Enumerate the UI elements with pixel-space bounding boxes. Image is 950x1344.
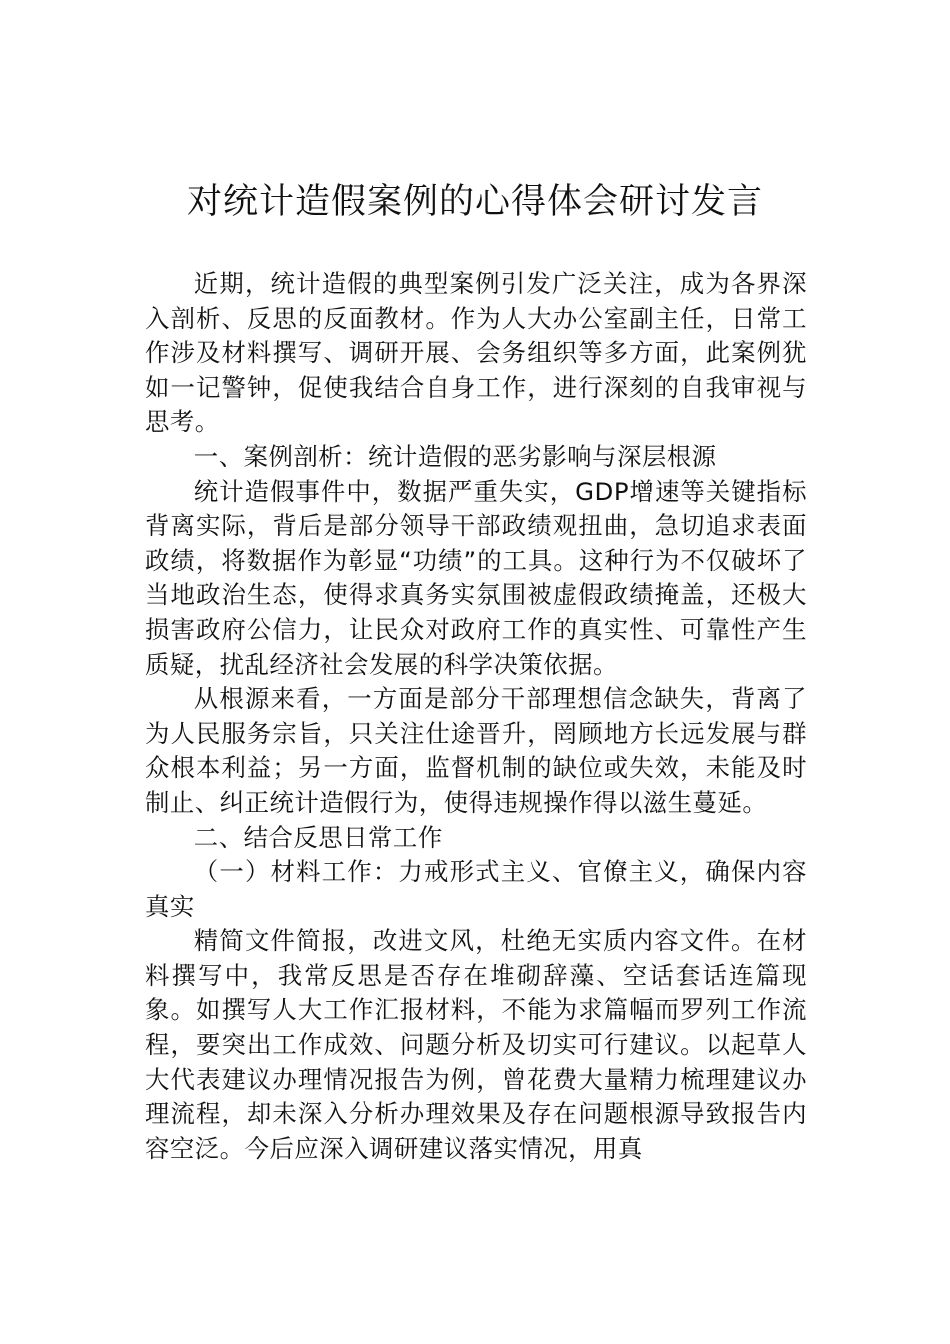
- heading-section-1: 一、案例剖析：统计造假的恶劣影响与深层根源: [193, 441, 717, 471]
- paragraph-material-work: 精简文件简报，改进文风，杜绝无实质内容文件。在材料撰写中，我常反思是否存在堆砌辞藻、空话套话连篇现象。如撰写人大工作汇报材料，不能为求篇幅而罗列工作流程，要突出工作成效、问题分析及切实可行建议。以起草人大代表建议办理情况报告为例，曾花费大量精力梳理建议办理流程，却未深入分析办理效果及存在问题根源导致报告内容空泛。今后应深入调研建议落实情况，用真: [145, 926, 807, 1163]
- heading-section-2: 二、结合反思日常工作: [193, 822, 443, 852]
- paragraph-impact: 统计造假事件中，数据严重失实，GDP增速等关键指标背离实际，背后是部分领导干部政绩观扭曲，急切追求表面政绩，将数据作为彰显“功绩”的工具。这种行为不仅破坏了当地政治生态，使得求真务实氛围被虚假政绩掩盖，还极大损害政府公信力，让民众对政府工作的真实性、可靠性产生质疑，扰乱经济社会发展的科学决策依据。: [145, 476, 807, 679]
- document-title: 对统计造假案例的心得体会研讨发言: [186, 182, 763, 222]
- subheading-material-work: （一）材料工作：力戒形式主义、官僚主义，确保内容真实: [145, 857, 807, 921]
- paragraph-intro: 近期，统计造假的典型案例引发广泛关注，成为各界深入剖析、反思的反面教材。作为人大办公室副主任，日常工作涉及材料撰写、调研开展、会务组织等多方面，此案例犹如一记警钟，促使我结合自身工作，进行深刻的自我审视与思考。: [145, 269, 807, 437]
- document-body: [145, 267, 807, 1166]
- paragraph-root-cause: 从根源来看，一方面是部分干部理想信念缺失，背离了为人民服务宗旨，只关注仕途晋升，罔顾地方长远发展与群众根本利益；另一方面，监督机制的缺位或失效，未能及时制止、纠正统计造假行为，使得违规操作得以滋生蔓延。: [145, 684, 807, 817]
